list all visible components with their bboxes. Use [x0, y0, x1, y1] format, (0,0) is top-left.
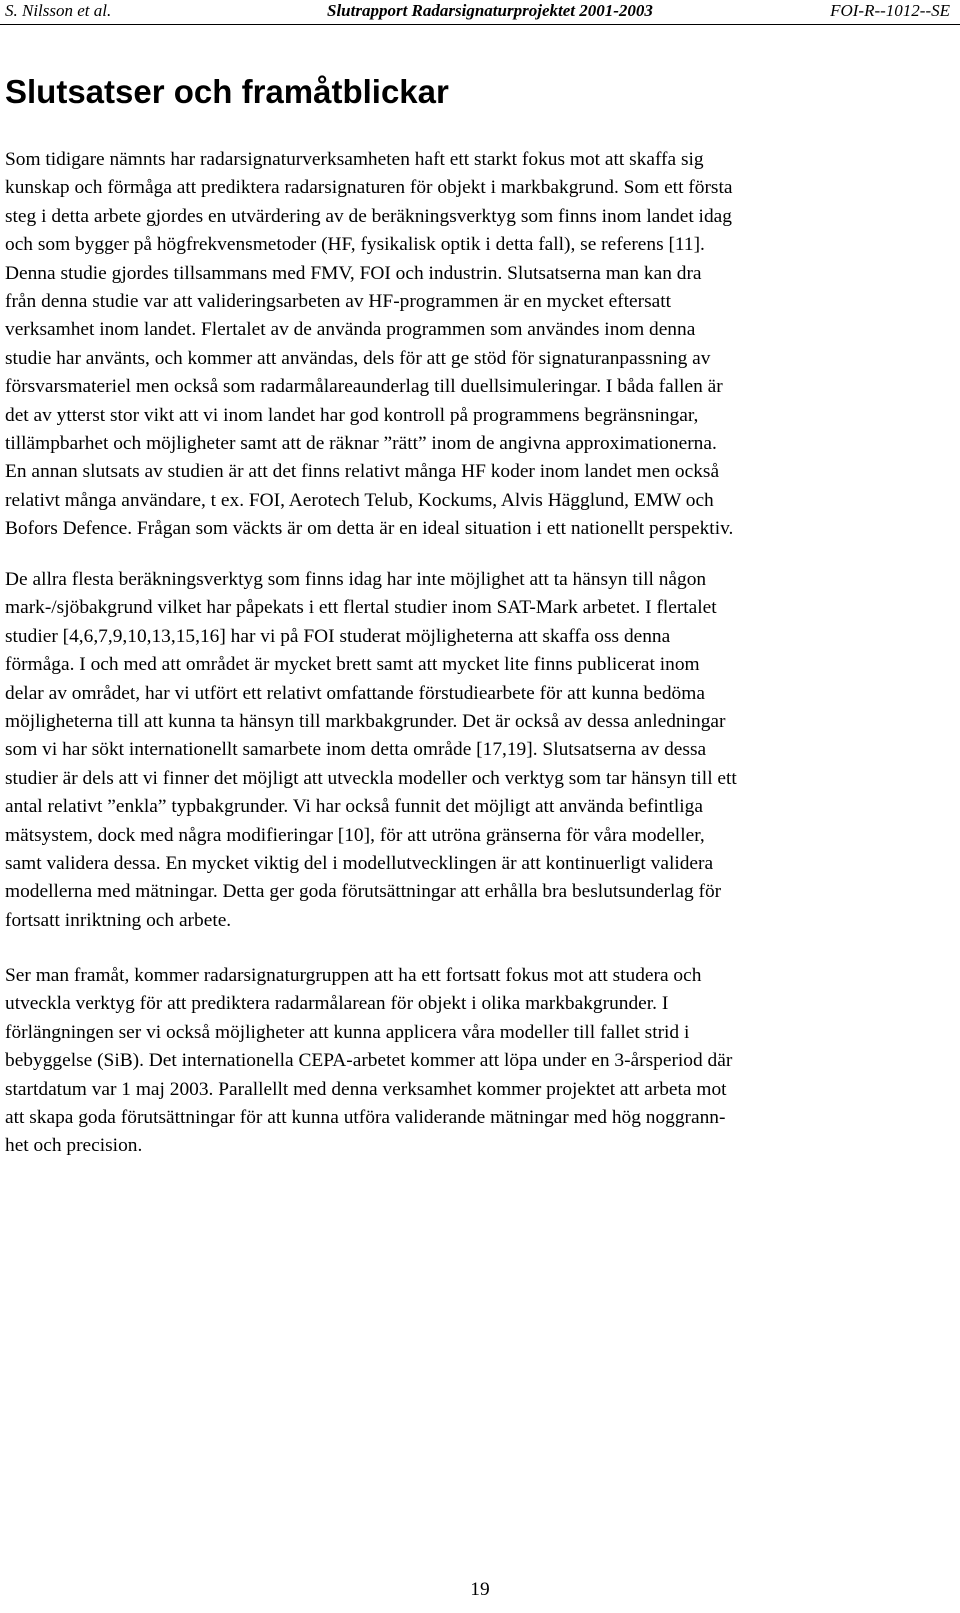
text-line: och som bygger på högfrekvensmetoder (HF, fysikalisk optik i detta fall), se referens [11]. [5, 234, 705, 256]
header-rule [0, 24, 960, 25]
text-line: En annan slutsats av studien är att det finns relativt många HF koder inom landet men också [5, 461, 720, 483]
paragraph-2-block [5, 566, 950, 935]
text-line: som vi har sökt internationellt samarbete inom detta område [17,19]. Slutsatserna av dessa [5, 739, 707, 761]
text-line: förlängningen ser vi också möjligheter att kunna applicera våra modeller till fallet strid i [5, 1021, 690, 1043]
text-line: samt validera dessa. En mycket viktig del i modellutvecklingen är att kontinuerligt validera [5, 853, 714, 875]
paragraph-1 [5, 146, 950, 544]
text-line: studier [4,6,7,9,10,13,15,16] har vi på FOI studerat möjligheterna att skaffa oss denna [5, 625, 671, 647]
text-line: fortsatt inriktning och arbete. [5, 909, 232, 931]
page-number: 19 [470, 1579, 490, 1600]
text-line: Ser man framåt, kommer radarsignaturgruppen att ha ett fortsatt fokus mot att studera och [5, 965, 702, 986]
text-line: mark-/sjöbakgrund vilket har påpekats i ett flertal studier inom SAT-Mark arbetet. I flertalet [5, 597, 717, 619]
header-author: S. Nilsson et al. [5, 1, 112, 20]
text-line: steg i detta arbete gjordes en utvärdering av de beräkningsverktyg som finns inom landet idag [5, 205, 732, 227]
paragraph-3-block [5, 962, 950, 1161]
text-line: mätsystem, dock med några modifieringar [10], för att utröna gränserna för våra modeller, [5, 824, 705, 846]
text-line: Bofors Defence. Frågan som väckts är om detta är en ideal situation i ett nationellt perspektiv. [5, 518, 734, 540]
text-line: att skapa goda förutsättningar för att kunna utföra validerande mätningar med hög noggrann- [5, 1107, 726, 1129]
paragraph-1-block [5, 146, 950, 544]
text-line: het och precision. [5, 1135, 143, 1157]
text-line: förmåga. I och med att området är mycket brett samt att mycket lite finns publicerat inom [5, 654, 700, 676]
text-line: Denna studie gjordes tillsammans med FMV, FOI och industrin. Slutsatserna man kan dra [5, 262, 702, 284]
text-line: det av ytterst stor vikt att vi inom landet har god kontroll på programmens begränsningar, [5, 404, 699, 426]
header-report-title: Slutrapport Radarsignaturprojektet 2001-2003 [327, 1, 653, 20]
text-line: Som tidigare nämnts har radarsignaturverksamheten haft ett starkt fokus mot att skaffa sig [5, 149, 704, 170]
text-line: antal relativt ”enkla” typbakgrunder. Vi har också funnit det möjligt att använda befintliga [5, 796, 703, 818]
text-line: från denna studie var att valideringsarbeten av HF-programmen är en mycket eftersatt [5, 291, 672, 313]
text-line: studie har använts, och kommer att användas, dels för att ge stöd för signaturanpassning av [5, 347, 711, 369]
text-line: tillämpbarhet och möjligheter samt att de räknar ”rätt” inom de angivna approximationerna. [5, 433, 717, 455]
text-line: delar av området, har vi utfört ett relativt omfattande förstudiearbete för att kunna bedöma [5, 682, 705, 704]
text-line: startdatum var 1 maj 2003. Parallellt med denna verksamhet kommer projektet att arbeta mot [5, 1078, 727, 1100]
text-line: De allra flesta beräkningsverktyg som finns idag har inte möjlighet att ta hänsyn till någon [5, 569, 707, 590]
text-line: studier är dels att vi finner det möjligt att utveckla modeller och verktyg som tar hänsyn till ett [5, 767, 737, 789]
header-report-id: FOI-R--1012--SE [830, 1, 950, 20]
section-heading: Slutsatser och framåtblickar [5, 73, 449, 110]
text-line: modellerna med mätningar. Detta ger goda förutsättningar att erhålla bra beslutsunderlag för [5, 881, 722, 903]
text-line: möjligheterna till att kunna ta hänsyn till markbakgrunder. Det är också av dessa anledningar [5, 711, 726, 733]
page-header [0, 0, 960, 24]
text-line: bebyggelse (SiB). Det internationella CEPA-arbetet kommer att löpa under en 3-årsperiod där [5, 1050, 733, 1072]
text-line: försvarsmateriel men också som radarmålareaunderlag till duellsimuleringar. I båda fallen är [5, 376, 723, 398]
paragraph-3 [5, 962, 950, 1161]
paragraph-2 [5, 566, 950, 935]
text-line: relativt många användare, t ex. FOI, Aerotech Telub, Kockums, Alvis Hägglund, EMW och [5, 489, 714, 511]
text-line: kunskap och förmåga att prediktera radarsignaturen för objekt i markbakgrund. Som ett första [5, 177, 733, 199]
text-line: utveckla verktyg för att prediktera radarmålarean för objekt i olika markbakgrunder. I [5, 993, 669, 1015]
text-line: verksamhet inom landet. Flertalet av de använda programmen som användes inom denna [5, 319, 696, 341]
